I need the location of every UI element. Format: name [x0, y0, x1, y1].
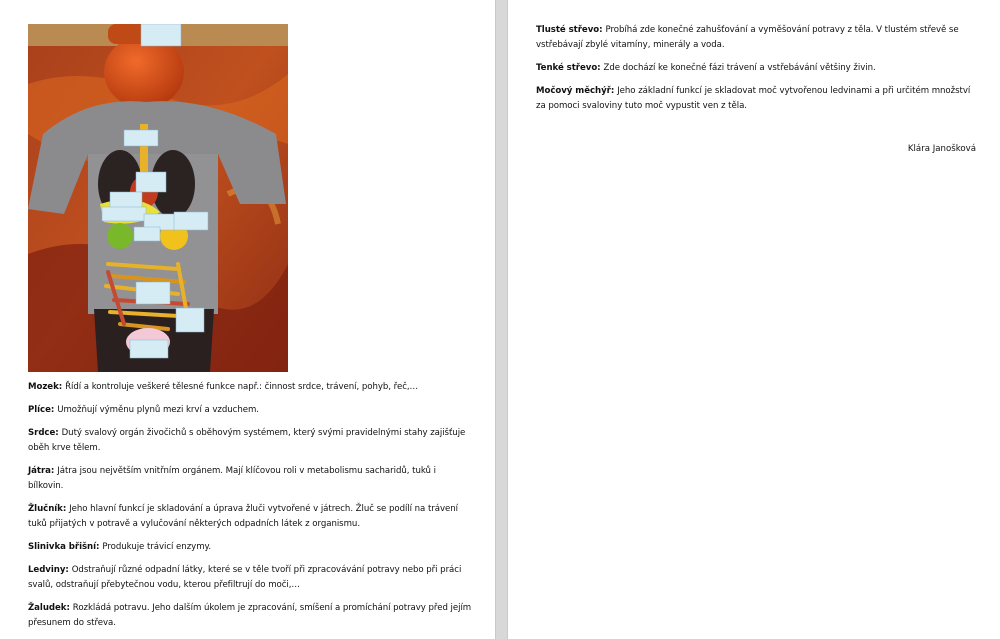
entry-description: Produkuje trávicí enzymy. [102, 542, 212, 552]
entry-srdce: Srdce: Dutý svalový orgán živočichů s oběhovým systémem, který svými pravidelnými stahy zajišťuje oběh krve tělem. [28, 428, 466, 453]
entry-term: Močový měchýř [536, 86, 611, 96]
entry-term: Mozek [28, 382, 59, 392]
organ-model-photo [28, 24, 288, 372]
author-name: Klára Janošková [907, 144, 976, 154]
entry-mocovy-mechyr: Močový měchýř: Jeho základní funkcí je skladovat moč vytvořenou ledvinami a při určitém množství za pomoci svaloviny tuto moč vypustit ven z těla. [536, 86, 971, 111]
entry-term: Tenké střevo [536, 63, 598, 73]
entry-description: Probíhá zde konečné zahušťování a vyměšování potravy z těla. V tlustém střevě se vstřebávají zbylé vitamíny, minerály a voda. [536, 25, 959, 50]
organ-descriptions-left [28, 380, 473, 639]
entry-ledviny: Ledviny: Odstraňují různé odpadní látky, které se v těle tvoří při zpracovávání potravy nebo při práci svalů, odstraňují přebytečnou vodu, kterou přefiltrují do moči,… [28, 565, 462, 590]
entry-description: Zde dochází ke konečné fázi trávení a vstřebávání většiny živin. [603, 63, 876, 73]
entry-term: Plíce [28, 405, 51, 415]
entry-description: Jeho základní funkcí je skladovat moč vytvořenou ledvinami a při určitém množství za pomoci svaloviny tuto moč vypustit ven z těla. [536, 86, 971, 111]
entry-description: Játra jsou největším vnitřním orgánem. Mají klíčovou roli v metabolismu sacharidů, tuků i bílkovin. [28, 466, 436, 491]
entry-term: Slinivka břišní [28, 542, 97, 552]
entry-zlucnik: Žlučník: Jeho hlavní funkcí je skladování a úprava žluči vytvořené v játrech. Žluč se podílí na trávení tuků přijatých v potravě a vylučování některých odpadních látek z organismu. [28, 504, 458, 529]
entry-zaludek: Žaludek: Rozkládá potravu. Jeho dalším úkolem je zpracování, smíšení a promíchání potravy před jejím přesunem do střeva. [28, 603, 472, 628]
right-page [508, 0, 1000, 639]
entry-description: Odstraňují různé odpadní látky, které se v těle tvoří při zpracovávání potravy nebo při práci svalů, odstraňují přebytečnou vodu, kterou přefiltrují do moči,… [28, 565, 462, 590]
entry-term: Tlusté střevo [536, 25, 600, 35]
left-page [0, 0, 495, 639]
entry-description: Řídí a kontroluje veškeré tělesné funkce např.: činnost srdce, trávení, pohyb, řeč,… [65, 382, 419, 392]
entry-plice: Plíce: Umožňují výměnu plynů mezi krví a vzduchem. [28, 405, 259, 415]
entry-description: Rozkládá potravu. Jeho dalším úkolem je zpracování, smíšení a promíchání potravy před jejím přesunem do střeva. [28, 603, 472, 628]
entry-jatra: Játra: Játra jsou největším vnitřním orgánem. Mají klíčovou roli v metabolismu sacharidů, tuků i bílkovin. [28, 466, 436, 491]
entry-term: Žlučník [28, 504, 63, 514]
entry-description: Dutý svalový orgán živočichů s oběhovým systémem, který svými pravidelnými stahy zajišťuje oběh krve tělem. [28, 428, 466, 453]
entry-term: Srdce [28, 428, 56, 438]
page-gutter [495, 0, 508, 639]
entry-term: Ledviny [28, 565, 66, 575]
entry-term: Žaludek [28, 603, 67, 613]
organ-descriptions-right [536, 23, 976, 122]
entry-tenke-strevo: Tenké střevo: Zde dochází ke konečné fázi trávení a vstřebávání většiny živin. [536, 63, 876, 73]
entry-slinivka: Slinivka břišní: Produkuje trávicí enzymy. [28, 542, 212, 552]
entry-tluste-strevo: Tlusté střevo: Probíhá zde konečné zahušťování a vyměšování potravy z těla. V tlustém střevě se vstřebávají zbylé vitamíny, minerály a voda. [536, 25, 959, 50]
entry-mozek: Mozek: Řídí a kontroluje veškeré tělesné funkce např.: činnost srdce, trávení, pohyb, řeč,… [28, 382, 419, 392]
entry-description: Umožňují výměnu plynů mezi krví a vzduchem. [57, 405, 259, 415]
entry-term: Játra [28, 466, 51, 476]
entry-description: Jeho hlavní funkcí je skladování a úprava žluči vytvořené v játrech. Žluč se podílí na trávení tuků přijatých v potravě a vylučování některých odpadních látek z organismu. [28, 504, 458, 529]
